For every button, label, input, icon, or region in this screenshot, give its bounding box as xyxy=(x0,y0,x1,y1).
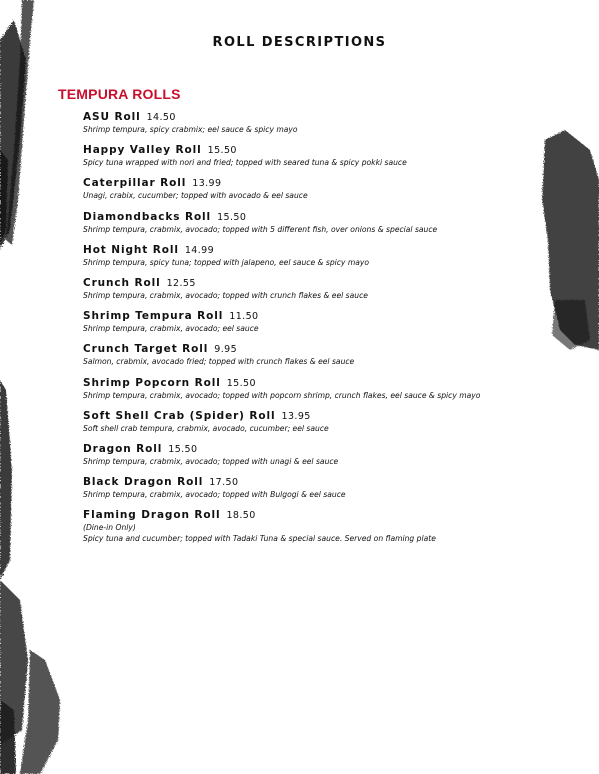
item-name: Black Dragon Roll xyxy=(83,476,204,489)
menu-item xyxy=(83,244,553,268)
item-name: ASU Roll xyxy=(83,111,141,123)
item-description: Spicy tuna wrapped with nori and fried; topped with seared tuna & spicy pokki sauce xyxy=(83,158,407,168)
item-price: 13.99 xyxy=(192,178,222,190)
menu-item xyxy=(83,476,553,500)
item-price: 15.50 xyxy=(207,145,237,157)
item-name: Dragon Roll xyxy=(83,442,163,455)
item-name: Crunch Roll xyxy=(83,276,161,289)
item-description: Shrimp tempura, crabmix, avocado; topped with Bulgogi & eel sauce xyxy=(83,490,346,500)
menu-item xyxy=(83,144,553,168)
item-name: Shrimp Tempura Roll xyxy=(83,310,224,323)
menu-item xyxy=(83,509,553,544)
item-description: Shrimp tempura, crabmix, avocado; topped with unagi & eel sauce xyxy=(83,456,339,466)
item-note: (Dine-in Only) xyxy=(83,523,136,533)
item-description: Shrimp tempura, crabmix, avocado; topped with crunch flakes & eel sauce xyxy=(83,290,368,300)
menu-items-list xyxy=(83,111,553,553)
menu-item xyxy=(83,177,553,201)
item-name: Soft Shell Crab (Spider) Roll xyxy=(83,409,276,422)
menu-item xyxy=(83,211,553,235)
item-description: Shrimp tempura, spicy crabmix; eel sauce & spicy mayo xyxy=(83,125,298,134)
menu-item xyxy=(83,410,553,434)
item-name: Hot Night Roll xyxy=(83,243,179,256)
item-price: 15.50 xyxy=(168,443,198,455)
item-description: Spicy tuna and cucumber; topped with Tadaki Tuna & special sauce. Served on flaming plate xyxy=(83,534,436,544)
item-description: Shrimp tempura, crabmix, avocado; eel sauce xyxy=(83,324,259,334)
item-price: 9.95 xyxy=(214,344,238,356)
page-title: ROLL DESCRIPTIONS xyxy=(212,35,387,50)
item-price: 11.50 xyxy=(229,311,259,323)
section-title: TEMPURA ROLLS xyxy=(58,86,181,102)
item-description: Unagi, crabix, cucumber; topped with avocado & eel sauce xyxy=(83,191,308,201)
item-description: Shrimp tempura, crabmix, avocado; topped with 5 different fish, over onions & special sauce xyxy=(83,224,438,234)
menu-item xyxy=(83,277,553,301)
menu-item xyxy=(83,343,553,367)
item-name: Shrimp Popcorn Roll xyxy=(83,376,221,389)
item-price: 14.99 xyxy=(184,244,215,256)
item-description: Soft shell crab tempura, crabmix, avocado, cucumber; eel sauce xyxy=(83,423,329,433)
item-price: 13.95 xyxy=(281,410,311,422)
item-price: 17.50 xyxy=(209,477,239,489)
item-name: Crunch Target Roll xyxy=(83,343,209,356)
menu-item xyxy=(83,443,553,467)
item-description: Shrimp tempura, crabmix, avocado; topped with popcorn shrimp, crunch flakes, eel sauce & spicy mayo xyxy=(83,390,481,400)
item-name: Happy Valley Roll xyxy=(83,144,202,157)
item-description: Salmon, crabmix, avocado fried; topped with crunch flakes & eel sauce xyxy=(83,357,355,367)
menu-item xyxy=(83,111,553,135)
menu-item xyxy=(83,377,553,401)
menu-item xyxy=(83,310,553,334)
item-price: 12.55 xyxy=(166,277,196,289)
item-description: Shrimp tempura, spicy tuna; topped with jalapeno, eel sauce & spicy mayo xyxy=(83,257,370,267)
item-name: Caterpillar Roll xyxy=(83,177,187,190)
item-price: 15.50 xyxy=(226,377,256,389)
item-name: Flaming Dragon Roll xyxy=(83,509,221,522)
item-price: 15.50 xyxy=(217,211,247,223)
item-price: 14.50 xyxy=(146,112,176,123)
item-price: 18.50 xyxy=(226,510,256,522)
item-name: Diamondbacks Roll xyxy=(83,210,212,223)
